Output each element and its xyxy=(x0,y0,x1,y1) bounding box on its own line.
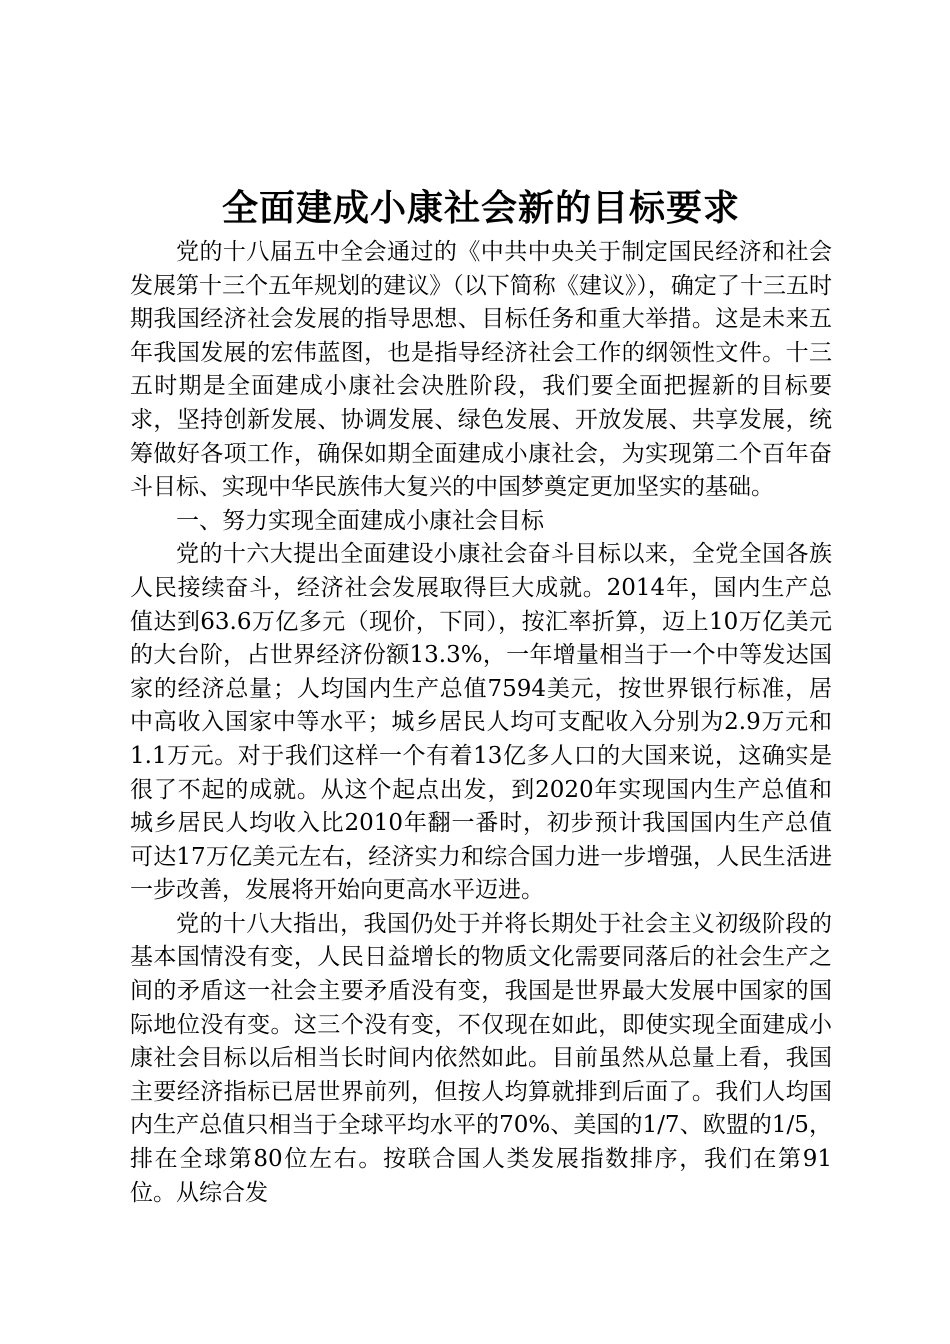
intro-paragraph: 党的十八届五中全会通过的《中共中央关于制定国民经济和社会发展第十三个五年规划的建议》（以下简称《建议》），确定了十三五时期我国经济社会发展的指导思想、目标任务和重大举措。这是未来五年我国发展的宏伟蓝图，也是指导经济社会工作的纲领性文件。十三五时期是全面建成小康社会决胜阶段，我们要全面把握新的目标要求，坚持创新发展、协调发展、绿色发展、开放发展、共享发展，统筹做好各项工作，确保如期全面建成小康社会，为实现第二个百年奋斗目标、实现中华民族伟大复兴的中国梦奠定更加坚实的基础。 xyxy=(130,239,832,501)
document-page xyxy=(130,182,832,1210)
document-title: 全面建成小康社会新的目标要求 xyxy=(221,188,740,229)
section-paragraph-2: 党的十八大指出，我国仍处于并将长期处于社会主义初级阶段的基本国情没有变，人民日益增长的物质文化需要同落后的社会生产之间的矛盾这一社会主要矛盾没有变，我国是世界最大发展中国家的国际地位没有变。这三个没有变，不仅现在如此，即使实现全面建成小康社会目标以后相当长时间内依然如此。目前虽然从总量上看，我国主要经济指标已居世界前列，但按人均算就排到后面了。我们人均国内生产总值只相当于全球平均水平的70%、美国的1/7、欧盟的1/5，排在全球第80位左右。按联合国人类发展指数排序，我们在第91位。从综合发 xyxy=(130,910,832,1206)
section-heading: 一、努力实现全面建成小康社会目标 xyxy=(176,507,544,534)
section-paragraph-1: 党的十六大提出全面建设小康社会奋斗目标以来，全党全国各族人民接续奋斗，经济社会发展取得巨大成就。2014年，国内生产总值达到63.6万亿多元（现价，下同），按汇率折算，迈上10万亿美元的大台阶，占世界经济份额13.3%，一年增量相当于一个中等发达国家的经济总量；人均国内生产总值7594美元，按世界银行标准，居中高收入国家中等水平；城乡居民人均可支配收入分别为2.9万元和1.1万元。对于我们这样一个有着13亿多人口的大国来说，这确实是很了不起的成就。从这个起点出发，到2020年实现国内生产总值和城乡居民人均收入比2010年翻一番时，初步预计我国国内生产总值可达17万亿美元左右，经济实力和综合国力进一步增强，人民生活进一步改善，发展将开始向更高水平迈进。 xyxy=(130,541,832,904)
